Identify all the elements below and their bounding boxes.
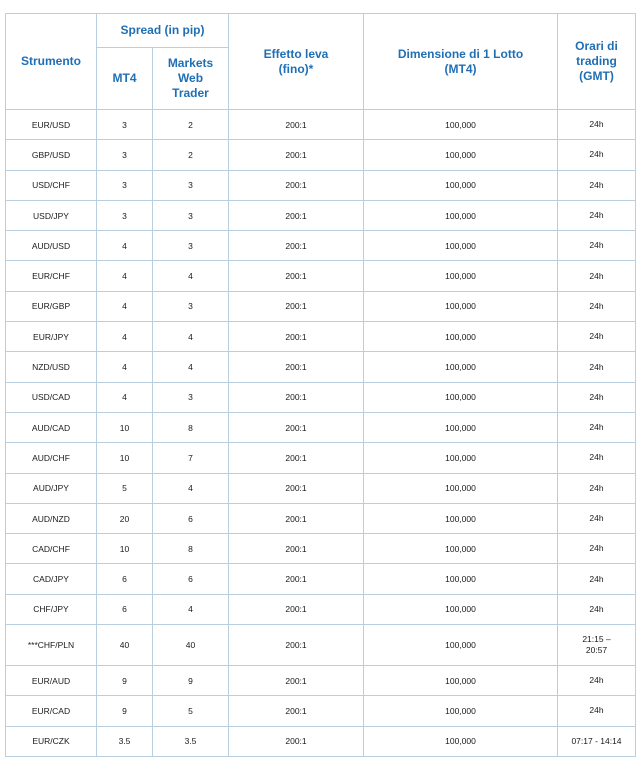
cell-lot-size: 100,000 bbox=[364, 594, 558, 624]
table-row bbox=[6, 412, 636, 442]
cell-instrument: AUD/CAD bbox=[6, 412, 97, 442]
cell-trading-hours bbox=[558, 140, 636, 170]
cell-trading-hours bbox=[558, 696, 636, 726]
cell-mt4-spread: 9 bbox=[97, 666, 153, 696]
cell-web-trader-spread: 2 bbox=[153, 110, 229, 140]
header-web-trader-line-1: Markets bbox=[167, 56, 214, 70]
cell-instrument: CAD/JPY bbox=[6, 564, 97, 594]
cell-instrument: ***CHF/PLN bbox=[6, 625, 97, 666]
header-mt4: MT4 bbox=[97, 48, 153, 110]
cell-web-trader-spread: 3 bbox=[153, 231, 229, 261]
cell-leverage: 200:1 bbox=[229, 625, 364, 666]
header-spread: Spread (in pip) bbox=[97, 14, 229, 48]
cell-trading-hours bbox=[558, 382, 636, 412]
cell-web-trader-spread: 6 bbox=[153, 564, 229, 594]
trading-hours-line: 07:17 - 14:14 bbox=[571, 735, 622, 746]
header-leverage-line-2: (fino)* bbox=[278, 61, 314, 76]
cell-web-trader-spread: 3 bbox=[153, 200, 229, 230]
cell-trading-hours bbox=[558, 291, 636, 321]
cell-lot-size: 100,000 bbox=[364, 382, 558, 412]
table-row bbox=[6, 200, 636, 230]
cell-lot-size: 100,000 bbox=[364, 625, 558, 666]
trading-hours-line: 24h bbox=[589, 675, 604, 686]
cell-lot-size: 100,000 bbox=[364, 696, 558, 726]
cell-instrument: EUR/CHF bbox=[6, 261, 97, 291]
cell-leverage: 200:1 bbox=[229, 696, 364, 726]
cell-leverage: 200:1 bbox=[229, 110, 364, 140]
cell-instrument: EUR/CZK bbox=[6, 726, 97, 756]
cell-trading-hours bbox=[558, 322, 636, 352]
cell-lot-size: 100,000 bbox=[364, 473, 558, 503]
cell-lot-size: 100,000 bbox=[364, 564, 558, 594]
cell-lot-size: 100,000 bbox=[364, 443, 558, 473]
header-hours-line-1: Orari di bbox=[575, 39, 618, 53]
cell-instrument: AUD/NZD bbox=[6, 503, 97, 533]
cell-leverage: 200:1 bbox=[229, 170, 364, 200]
table-row bbox=[6, 666, 636, 696]
cell-mt4-spread: 9 bbox=[97, 696, 153, 726]
cell-mt4-spread: 3 bbox=[97, 140, 153, 170]
cell-leverage: 200:1 bbox=[229, 666, 364, 696]
cell-lot-size: 100,000 bbox=[364, 726, 558, 756]
cell-leverage: 200:1 bbox=[229, 352, 364, 382]
cell-leverage: 200:1 bbox=[229, 534, 364, 564]
cell-leverage: 200:1 bbox=[229, 322, 364, 352]
cell-mt4-spread: 3 bbox=[97, 170, 153, 200]
trading-hours-line: 24h bbox=[589, 149, 604, 160]
table-row bbox=[6, 564, 636, 594]
cell-trading-hours bbox=[558, 726, 636, 756]
cell-leverage: 200:1 bbox=[229, 443, 364, 473]
header-web-trader-line-3: Trader bbox=[172, 86, 209, 100]
cell-mt4-spread: 4 bbox=[97, 231, 153, 261]
table-row bbox=[6, 170, 636, 200]
table-row bbox=[6, 322, 636, 352]
cell-instrument: EUR/JPY bbox=[6, 322, 97, 352]
cell-trading-hours bbox=[558, 564, 636, 594]
cell-instrument: EUR/CAD bbox=[6, 696, 97, 726]
cell-mt4-spread: 4 bbox=[97, 261, 153, 291]
cell-mt4-spread: 4 bbox=[97, 291, 153, 321]
table-body bbox=[6, 110, 636, 757]
header-lot-size bbox=[364, 14, 558, 110]
cell-leverage: 200:1 bbox=[229, 291, 364, 321]
trading-hours-line: 24h bbox=[589, 705, 604, 716]
cell-mt4-spread: 10 bbox=[97, 443, 153, 473]
cell-leverage: 200:1 bbox=[229, 503, 364, 533]
trading-hours-line: 24h bbox=[589, 270, 604, 281]
cell-trading-hours bbox=[558, 534, 636, 564]
cell-lot-size: 100,000 bbox=[364, 352, 558, 382]
table-row bbox=[6, 473, 636, 503]
trading-hours-line: 24h bbox=[589, 391, 604, 402]
table-row bbox=[6, 534, 636, 564]
cell-instrument: EUR/AUD bbox=[6, 666, 97, 696]
table-row bbox=[6, 726, 636, 756]
cell-trading-hours bbox=[558, 200, 636, 230]
cell-trading-hours bbox=[558, 352, 636, 382]
cell-web-trader-spread: 4 bbox=[153, 352, 229, 382]
header-lot-size-line-2: (MT4) bbox=[444, 61, 477, 76]
table-row bbox=[6, 594, 636, 624]
cell-web-trader-spread: 3 bbox=[153, 170, 229, 200]
cell-web-trader-spread: 4 bbox=[153, 473, 229, 503]
trading-hours-line: 24h bbox=[589, 119, 604, 130]
table-row bbox=[6, 503, 636, 533]
cell-mt4-spread: 3 bbox=[97, 110, 153, 140]
table-row bbox=[6, 110, 636, 140]
cell-trading-hours bbox=[558, 231, 636, 261]
cell-web-trader-spread: 4 bbox=[153, 261, 229, 291]
cell-leverage: 200:1 bbox=[229, 200, 364, 230]
cell-leverage: 200:1 bbox=[229, 594, 364, 624]
cell-trading-hours bbox=[558, 473, 636, 503]
cell-leverage: 200:1 bbox=[229, 726, 364, 756]
trading-hours-line: 24h bbox=[589, 300, 604, 311]
cell-leverage: 200:1 bbox=[229, 473, 364, 503]
cell-leverage: 200:1 bbox=[229, 140, 364, 170]
cell-trading-hours bbox=[558, 503, 636, 533]
cell-trading-hours bbox=[558, 412, 636, 442]
cell-instrument: AUD/CHF bbox=[6, 443, 97, 473]
table-row bbox=[6, 696, 636, 726]
trading-hours-line: 24h bbox=[589, 179, 604, 190]
cell-leverage: 200:1 bbox=[229, 261, 364, 291]
cell-leverage: 200:1 bbox=[229, 382, 364, 412]
cell-instrument: AUD/USD bbox=[6, 231, 97, 261]
cell-mt4-spread: 3.5 bbox=[97, 726, 153, 756]
header-leverage bbox=[229, 14, 364, 110]
table-row bbox=[6, 443, 636, 473]
cell-trading-hours bbox=[558, 170, 636, 200]
cell-mt4-spread: 4 bbox=[97, 352, 153, 382]
cell-leverage: 200:1 bbox=[229, 231, 364, 261]
trading-hours-line: 24h bbox=[589, 482, 604, 493]
header-web-trader-line-2: Web bbox=[177, 71, 204, 85]
cell-instrument: CAD/CHF bbox=[6, 534, 97, 564]
cell-lot-size: 100,000 bbox=[364, 291, 558, 321]
table-row bbox=[6, 352, 636, 382]
trading-hours-line: 21:15 – bbox=[582, 634, 611, 645]
cell-lot-size: 100,000 bbox=[364, 412, 558, 442]
table-row bbox=[6, 261, 636, 291]
instrument-table-wrapper bbox=[5, 13, 635, 757]
cell-trading-hours bbox=[558, 443, 636, 473]
cell-web-trader-spread: 40 bbox=[153, 625, 229, 666]
cell-lot-size: 100,000 bbox=[364, 534, 558, 564]
cell-instrument: AUD/JPY bbox=[6, 473, 97, 503]
cell-web-trader-spread: 5 bbox=[153, 696, 229, 726]
cell-mt4-spread: 40 bbox=[97, 625, 153, 666]
table-row bbox=[6, 382, 636, 412]
trading-hours-line: 24h bbox=[589, 210, 604, 221]
header-hours bbox=[558, 14, 636, 110]
cell-lot-size: 100,000 bbox=[364, 110, 558, 140]
cell-instrument: USD/CHF bbox=[6, 170, 97, 200]
header-instrument: Strumento bbox=[6, 14, 97, 110]
cell-web-trader-spread: 7 bbox=[153, 443, 229, 473]
cell-mt4-spread: 6 bbox=[97, 594, 153, 624]
trading-hours-line: 24h bbox=[589, 361, 604, 372]
instrument-table bbox=[5, 13, 636, 757]
cell-instrument: USD/JPY bbox=[6, 200, 97, 230]
cell-web-trader-spread: 8 bbox=[153, 412, 229, 442]
cell-instrument: EUR/GBP bbox=[6, 291, 97, 321]
cell-instrument: CHF/JPY bbox=[6, 594, 97, 624]
cell-trading-hours bbox=[558, 666, 636, 696]
trading-hours-line: 24h bbox=[589, 543, 604, 554]
cell-web-trader-spread: 3 bbox=[153, 382, 229, 412]
trading-hours-line: 24h bbox=[589, 513, 604, 523]
cell-trading-hours bbox=[558, 594, 636, 624]
trading-hours-line: 24h bbox=[589, 240, 604, 251]
cell-leverage: 200:1 bbox=[229, 412, 364, 442]
cell-mt4-spread: 6 bbox=[97, 564, 153, 594]
cell-lot-size: 100,000 bbox=[364, 231, 558, 261]
table-row bbox=[6, 140, 636, 170]
cell-web-trader-spread: 4 bbox=[153, 322, 229, 352]
cell-lot-size: 100,000 bbox=[364, 170, 558, 200]
cell-web-trader-spread: 3.5 bbox=[153, 726, 229, 756]
cell-web-trader-spread: 4 bbox=[153, 594, 229, 624]
cell-lot-size: 100,000 bbox=[364, 503, 558, 533]
cell-mt4-spread: 4 bbox=[97, 322, 153, 352]
cell-web-trader-spread: 3 bbox=[153, 291, 229, 321]
cell-instrument: GBP/USD bbox=[6, 140, 97, 170]
trading-hours-line: 24h bbox=[589, 603, 604, 614]
cell-trading-hours bbox=[558, 110, 636, 140]
cell-web-trader-spread: 2 bbox=[153, 140, 229, 170]
cell-mt4-spread: 10 bbox=[97, 534, 153, 564]
header-web-trader bbox=[153, 48, 229, 110]
trading-hours-line: 24h bbox=[589, 573, 604, 584]
header-lot-size-line-1: Dimensione di 1 Lotto bbox=[397, 46, 524, 61]
cell-lot-size: 100,000 bbox=[364, 666, 558, 696]
cell-mt4-spread: 20 bbox=[97, 503, 153, 533]
cell-lot-size: 100,000 bbox=[364, 140, 558, 170]
cell-leverage: 200:1 bbox=[229, 564, 364, 594]
cell-web-trader-spread: 9 bbox=[153, 666, 229, 696]
table-row bbox=[6, 231, 636, 261]
header-leverage-line-1: Effetto leva bbox=[263, 46, 329, 61]
cell-mt4-spread: 10 bbox=[97, 412, 153, 442]
cell-mt4-spread: 3 bbox=[97, 200, 153, 230]
cell-lot-size: 100,000 bbox=[364, 261, 558, 291]
cell-trading-hours bbox=[558, 261, 636, 291]
cell-instrument: NZD/USD bbox=[6, 352, 97, 382]
cell-mt4-spread: 4 bbox=[97, 382, 153, 412]
cell-trading-hours bbox=[558, 625, 636, 666]
trading-hours-line: 20:57 bbox=[585, 645, 608, 656]
table-row bbox=[6, 291, 636, 321]
cell-lot-size: 100,000 bbox=[364, 322, 558, 352]
cell-lot-size: 100,000 bbox=[364, 200, 558, 230]
cell-web-trader-spread: 8 bbox=[153, 534, 229, 564]
cell-web-trader-spread: 6 bbox=[153, 503, 229, 533]
trading-hours-line: 24h bbox=[589, 422, 604, 433]
table-row bbox=[6, 625, 636, 666]
cell-instrument: EUR/USD bbox=[6, 110, 97, 140]
cell-mt4-spread: 5 bbox=[97, 473, 153, 503]
trading-hours-line: 24h bbox=[589, 452, 604, 463]
cell-instrument: USD/CAD bbox=[6, 382, 97, 412]
header-hours-line-2: trading bbox=[576, 54, 617, 68]
header-row-1 bbox=[6, 14, 636, 48]
header-hours-line-3: (GMT) bbox=[579, 69, 614, 83]
trading-hours-line: 24h bbox=[589, 331, 604, 342]
